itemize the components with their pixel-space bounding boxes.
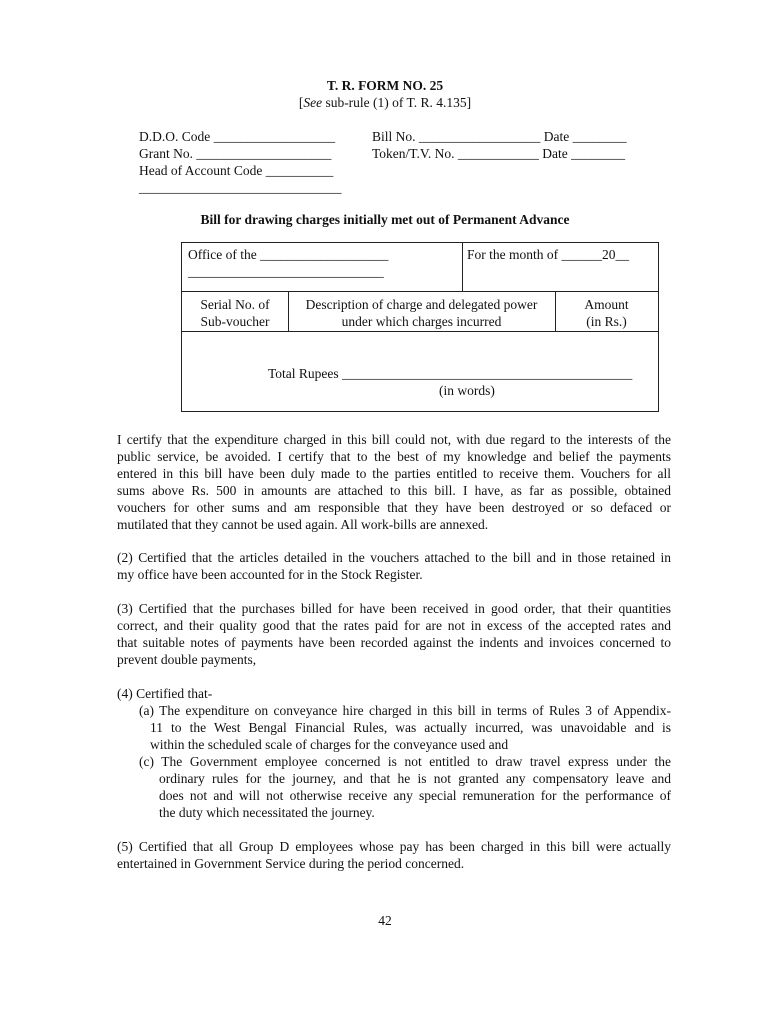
office-of-field-cont: _____________________________ xyxy=(188,264,384,279)
ddo-code-field: D.D.O. Code __________________ xyxy=(139,129,336,144)
col-header-serial-line: Serial No. of xyxy=(200,297,270,312)
paragraph-line: that suitable notes of payments have been recorded against the indents and invoices concerned to xyxy=(117,635,671,651)
certificate-4a xyxy=(139,702,671,753)
certificate-1 xyxy=(117,431,671,534)
bill-table xyxy=(181,242,659,412)
paragraph-line: entertained in Government Service during the period concerned. xyxy=(117,856,465,872)
certificate-4-heading: (4) Certified that- xyxy=(117,686,213,701)
col-header-description xyxy=(288,296,555,330)
paragraph-line: public service, be avoided. I certify that to the best of my knowledge and belief the payments xyxy=(117,449,671,465)
paragraph-line: (c) The Government employee concerned is not entitled to draw travel express under the xyxy=(139,754,671,769)
col-header-serial xyxy=(182,296,288,330)
col-header-amount-line: Amount xyxy=(584,297,629,312)
subtitle-rule: sub-rule (1) of T. R. 4.135] xyxy=(322,95,472,110)
col-header-amount-line: (in Rs.) xyxy=(586,314,627,329)
col-header-description-line: under which charges incurred xyxy=(341,314,502,329)
paragraph-line: entered in this bill have been duly made to the parties entitled to receive them. Vouchers for all xyxy=(117,466,671,482)
paragraph-line: prevent double payments, xyxy=(117,652,257,668)
page-number: 42 xyxy=(378,913,392,928)
office-of-field: Office of the ___________________ xyxy=(188,247,389,262)
paragraph-line: (3) Certified that the purchases billed for have been received in good order, that their quantities xyxy=(117,601,671,616)
form-subtitle xyxy=(0,95,770,111)
form-title: T. R. FORM NO. 25 xyxy=(326,78,444,93)
paragraph-line: mutilated that they cannot be used again. All work-bills are annexed. xyxy=(117,517,489,533)
col-header-description-line: Description of charge and delegated power xyxy=(305,297,538,312)
paragraph-line: correct, and their quality good that the rates paid for are not in excess of the accepted rates and xyxy=(117,618,671,634)
total-rupees-field: Total Rupees ___________________________________________ xyxy=(268,366,633,381)
certificate-2 xyxy=(117,549,671,583)
paragraph-line: the duty which necessitated the journey. xyxy=(159,805,375,821)
paragraph-line: within the scheduled scale of charges for the conveyance used and xyxy=(150,737,509,753)
bill-no-field: Bill No. __________________ Date ________ xyxy=(372,129,627,144)
table-divider xyxy=(182,331,658,332)
paragraph-line: 11 to the West Bengal Financial Rules, was actually incurred, was unavoidable and is xyxy=(150,720,671,736)
grant-no-field: Grant No. ____________________ xyxy=(139,146,332,161)
for-month-field: For the month of ______20__ xyxy=(467,247,629,262)
table-divider xyxy=(182,291,658,292)
paragraph-line: (5) Certified that all Group D employees whose pay has been charged in this bill were actually xyxy=(117,839,671,854)
subtitle-bracket: [ xyxy=(298,95,304,110)
certificate-4c xyxy=(139,753,671,821)
paragraph-line: ordinary rules for the journey, and that he is not granted any compensatory leave and xyxy=(159,771,671,787)
head-of-account-cont: ______________________________ xyxy=(139,180,342,195)
paragraph-line: vouchers for other sums and am responsible that they have been destroyed or so defaced or xyxy=(117,500,671,516)
col-header-serial-line: Sub-voucher xyxy=(200,314,270,329)
subtitle-see: See xyxy=(303,95,323,110)
in-words-label: (in words) xyxy=(439,383,495,398)
paragraph-line: does not and will not otherwise receive any special remuneration for the performance of xyxy=(159,788,671,804)
paragraph-line: my office have been accounted for in the Stock Register. xyxy=(117,567,423,583)
col-header-amount xyxy=(555,296,658,330)
paragraph-line: (2) Certified that the articles detailed in the vouchers attached to the bill and in those retained in xyxy=(117,550,671,565)
table-divider xyxy=(462,243,463,291)
certificate-5 xyxy=(117,838,671,872)
bill-heading: Bill for drawing charges initially met out of Permanent Advance xyxy=(200,212,570,227)
head-of-account-field: Head of Account Code __________ xyxy=(139,163,334,178)
token-no-field: Token/T.V. No. ____________ Date ________ xyxy=(372,146,626,161)
paragraph-line: (a) The expenditure on conveyance hire charged in this bill in terms of Rules 3 of Appendix- xyxy=(139,703,671,718)
certificate-3 xyxy=(117,600,671,668)
paragraph-line: I certify that the expenditure charged in this bill could not, with due regard to the interests of the xyxy=(117,432,671,447)
paragraph-line: sums above Rs. 500 in amounts are attached to this bill. I have, as far as possible, obtained xyxy=(117,483,671,499)
